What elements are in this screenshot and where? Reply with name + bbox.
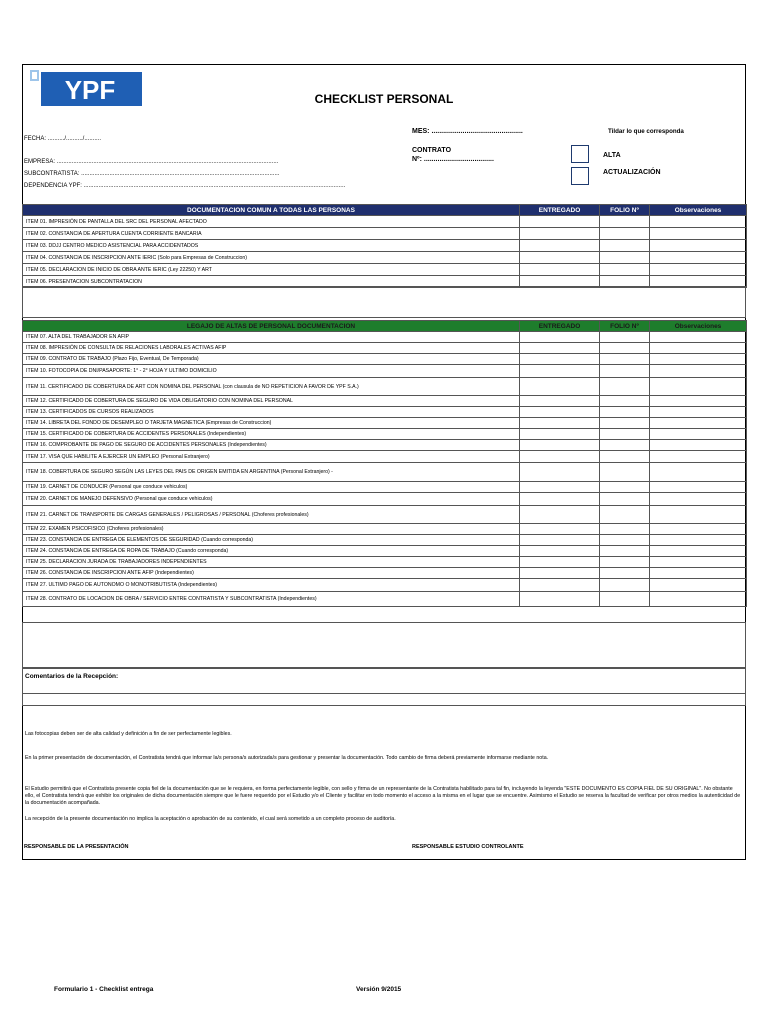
- entregado-cell[interactable]: [520, 332, 600, 343]
- item-label: ITEM 09. CONTRATO DE TRABAJO (Plazo Fijo, Eventual, De Temporada): [23, 354, 520, 365]
- table-row: [23, 579, 747, 592]
- folio-cell[interactable]: [600, 546, 650, 557]
- signature-right: RESPONSABLE ESTUDIO CONTROLANTE: [412, 844, 524, 850]
- item-label: ITEM 27. ULTIMO PAGO DE AUTONOMO O MONOTRIBUTISTA (Independientes): [23, 579, 520, 592]
- folio-cell[interactable]: [600, 493, 650, 506]
- table-row: [23, 396, 747, 407]
- entregado-cell[interactable]: [520, 482, 600, 493]
- item-label: ITEM 24. CONSTANCIA DE ENTREGA DE ROPA DE TRABAJO (Cuando corresponda): [23, 546, 520, 557]
- mes-field[interactable]: MES: ...............................................: [412, 128, 523, 135]
- folio-cell[interactable]: [600, 482, 650, 493]
- table-row: [23, 418, 747, 429]
- table-row: [23, 568, 747, 579]
- spacer-box: [22, 286, 746, 318]
- item-label: ITEM 25. DECLARACION JURADA DE TRABAJADORES INDEPENDIENTES: [23, 557, 520, 568]
- entregado-cell[interactable]: [520, 592, 600, 607]
- item-label: ITEM 28. CONTRATO DE LOCACION DE OBRA / SERVICIO ENTRE CONTRATISTA Y SUBCONTRATISTA (Independientes): [23, 592, 520, 607]
- observaciones-cell[interactable]: [650, 579, 747, 592]
- observaciones-cell[interactable]: [650, 332, 747, 343]
- table-row: [23, 493, 747, 506]
- col-header-folio: FOLIO Nº: [600, 321, 650, 332]
- item-label: ITEM 11. CERTIFICADO DE COBERTURA DE ART CON NOMINA DEL PERSONAL (con clausula de NO REPETICION A FAVOR DE YPF S.A.): [23, 378, 520, 396]
- observaciones-cell[interactable]: [650, 407, 747, 418]
- observaciones-cell[interactable]: [650, 451, 747, 463]
- table-row: [23, 592, 747, 607]
- table-row: [23, 332, 747, 343]
- item-label: ITEM 13. CERTIFICADOS DE CURSOS REALIZADOS: [23, 407, 520, 418]
- alta-label: ALTA: [603, 152, 621, 159]
- entregado-cell[interactable]: [520, 240, 600, 252]
- item-label: ITEM 18. COBERTURA DE SEGURO SEGÚN LAS LEYES DEL PAIS DE ORIGEN EMITIDA EN ARGENTINA (Personal Extranjero) -: [23, 463, 520, 482]
- observaciones-cell[interactable]: [650, 592, 747, 607]
- folio-cell[interactable]: [600, 264, 650, 276]
- empresa-field[interactable]: EMPRESA: .....................................................................................................................................: [24, 159, 279, 165]
- col-header-observaciones: Observaciones: [650, 321, 747, 332]
- item-label: ITEM 03. DDJJ CENTRO MEDICO ASISTENCIAL PARA ACCIDENTADOS: [23, 240, 520, 252]
- observaciones-cell[interactable]: [650, 240, 747, 252]
- observaciones-cell[interactable]: [650, 378, 747, 396]
- common-docs-table: [22, 204, 747, 288]
- table-row: [23, 228, 747, 240]
- table-row: [23, 535, 747, 546]
- item-label: ITEM 23. CONSTANCIA DE ENTREGA DE ELEMENTOS DE SEGURIDAD (Cuando corresponda): [23, 535, 520, 546]
- dependencia-field[interactable]: DEPENDENCIA YPF: .............................................................................................................................................................: [24, 183, 346, 189]
- folio-cell[interactable]: [600, 579, 650, 592]
- entregado-cell[interactable]: [520, 535, 600, 546]
- entregado-cell[interactable]: [520, 524, 600, 535]
- observaciones-cell[interactable]: [650, 429, 747, 440]
- item-label: ITEM 01. IMPRESIÓN DE PANTALLA DEL SRC DEL PERSONAL AFECTADO: [23, 216, 520, 228]
- subcontratista-field[interactable]: SUBCONTRATISTA: .......................................................................................................................: [24, 171, 280, 177]
- folio-cell[interactable]: [600, 463, 650, 482]
- personnel-docs-table: [22, 320, 747, 607]
- table-row: [23, 524, 747, 535]
- table-row: [23, 546, 747, 557]
- table-row: [23, 216, 747, 228]
- entregado-cell[interactable]: [520, 440, 600, 451]
- folio-cell[interactable]: [600, 240, 650, 252]
- item-label: ITEM 06. PRESENTACION SUBCONTRATACION: [23, 276, 520, 288]
- entregado-cell[interactable]: [520, 493, 600, 506]
- comments-box[interactable]: [22, 668, 746, 706]
- entregado-cell[interactable]: [520, 568, 600, 579]
- footer-version: Versión 9/2015: [356, 986, 402, 993]
- table-row: [23, 378, 747, 396]
- item-label: ITEM 12. CERTIFICADO DE COBERTURA DE SEGURO DE VIDA OBLIGATORIO CON NOMINA DEL PERSONAL: [23, 396, 520, 407]
- entregado-cell[interactable]: [520, 396, 600, 407]
- note-3: El Estudio permitirá que el Contratista presente copia fiel de la documentación que se le requiera, en forma perfectamente legible, con sello y firma de un representante de la Contratista habilitado para tal fin, incluyendo la leyenda "ESTE DOCUMENTO ES COPIA FIEL DE SU ORIGINAL". No obstante ello, el Contratista tendrá que exhibir los originales de dicha documentación siempre que le fuere requerido por el Estudio y/o el Cliente y facilitar en todo momento el acceso a la misma en el lugar que se encuentre. Asimismo el Estudio se reserva la facultad de verificar por otros medios la autenticidad de la documentación acompañada.: [25, 786, 741, 806]
- table-row: [23, 365, 747, 378]
- item-label: ITEM 14. LIBRETA DEL FONDO DE DESEMPLEO O TARJETA MAGNETICA (Empresas de Construccion): [23, 418, 520, 429]
- table-row: [23, 463, 747, 482]
- folio-cell[interactable]: [600, 451, 650, 463]
- folio-cell[interactable]: [600, 429, 650, 440]
- col-header-entregado: ENTREGADO: [520, 205, 600, 216]
- observaciones-cell[interactable]: [650, 354, 747, 365]
- observaciones-cell[interactable]: [650, 535, 747, 546]
- table-row: [23, 407, 747, 418]
- observaciones-cell[interactable]: [650, 506, 747, 524]
- observaciones-cell[interactable]: [650, 228, 747, 240]
- entregado-cell[interactable]: [520, 354, 600, 365]
- item-label: ITEM 19. CARNET DE CONDUCIR (Personal que conduce vehiculos): [23, 482, 520, 493]
- table-row: [23, 429, 747, 440]
- observaciones-cell[interactable]: [650, 463, 747, 482]
- entregado-cell[interactable]: [520, 365, 600, 378]
- folio-cell[interactable]: [600, 557, 650, 568]
- observaciones-cell[interactable]: [650, 524, 747, 535]
- item-label: ITEM 26. CONSTANCIA DE INSCRIPCION ANTE AFIP (Independientes): [23, 568, 520, 579]
- col-header-entregado: ENTREGADO: [520, 321, 600, 332]
- item-label: ITEM 07. ALTA DEL TRABAJADOR EN AFIP: [23, 332, 520, 343]
- item-label: ITEM 02. CONSTANCIA DE APERTURA CUENTA CORRIENTE BANCARIA: [23, 228, 520, 240]
- entregado-cell[interactable]: [520, 228, 600, 240]
- item-label: ITEM 04. CONSTANCIA DE INSCRIPCION ANTE IERIC (Solo para Empresas de Construccion): [23, 252, 520, 264]
- col-header-documentacion: DOCUMENTACION COMUN A TODAS LAS PERSONAS: [23, 205, 520, 216]
- observaciones-cell[interactable]: [650, 396, 747, 407]
- footer-form-name: Formulario 1 - Checklist entrega: [54, 986, 154, 993]
- entregado-cell[interactable]: [520, 252, 600, 264]
- folio-cell[interactable]: [600, 524, 650, 535]
- folio-cell[interactable]: [600, 216, 650, 228]
- entregado-cell[interactable]: [520, 451, 600, 463]
- observaciones-cell[interactable]: [650, 365, 747, 378]
- folio-cell[interactable]: [600, 535, 650, 546]
- page-title: CHECKLIST PERSONAL: [314, 92, 454, 106]
- observaciones-cell[interactable]: [650, 343, 747, 354]
- note-4: La recepción de la presente documentación no implica la aceptación o aprobación de su contenido, el cual será sometido a un completo proceso de auditoría.: [25, 816, 396, 822]
- fecha-field[interactable]: FECHA: ........../........../..........: [24, 136, 102, 142]
- item-label: ITEM 15. CERTIFICADO DE COBERTURA DE ACCIDENTES PERSONALES (Independientes): [23, 429, 520, 440]
- table-row: [23, 557, 747, 568]
- contrato-label: CONTRATO: [412, 147, 452, 154]
- col-header-folio: FOLIO Nº: [600, 205, 650, 216]
- folio-cell[interactable]: [600, 365, 650, 378]
- folio-cell[interactable]: [600, 228, 650, 240]
- folio-cell[interactable]: [600, 506, 650, 524]
- entregado-cell[interactable]: [520, 557, 600, 568]
- numero-field[interactable]: Nº: ....................................: [412, 156, 494, 163]
- entregado-cell[interactable]: [520, 407, 600, 418]
- folio-cell[interactable]: [600, 440, 650, 451]
- observaciones-cell[interactable]: [650, 440, 747, 451]
- table-row: [23, 240, 747, 252]
- observaciones-cell[interactable]: [650, 493, 747, 506]
- folio-cell[interactable]: [600, 252, 650, 264]
- entregado-cell[interactable]: [520, 378, 600, 396]
- observaciones-cell[interactable]: [650, 418, 747, 429]
- folio-cell[interactable]: [600, 418, 650, 429]
- table-row: [23, 451, 747, 463]
- folio-cell[interactable]: [600, 407, 650, 418]
- table-row: [23, 264, 747, 276]
- item-label: ITEM 21. CARNET DE TRANSPORTE DE CARGAS GENERALES / PELIGROSAS / PERSONAL (Choferes profesionales): [23, 506, 520, 524]
- table-row: [23, 506, 747, 524]
- folio-cell[interactable]: [600, 343, 650, 354]
- item-label: ITEM 10. FOTOCOPIA DE DNI/PASAPORTE: 1° - 2° HOJA Y ULTIMO DOMICILIO: [23, 365, 520, 378]
- item-label: ITEM 22. EXAMEN PSICOFISICO (Choferes profesionales): [23, 524, 520, 535]
- signature-left: RESPONSABLE DE LA PRESENTACIÓN: [24, 844, 129, 850]
- folio-cell[interactable]: [600, 332, 650, 343]
- table-row: [23, 252, 747, 264]
- alta-checkbox[interactable]: [571, 145, 589, 163]
- tildar-label: Tildar lo que corresponda: [608, 128, 684, 135]
- entregado-cell[interactable]: [520, 546, 600, 557]
- observaciones-cell[interactable]: [650, 557, 747, 568]
- svg-text:YPF: YPF: [64, 75, 116, 105]
- item-label: ITEM 08. IMPRESIÓN DE CONSULTA DE RELACIONES LABORALES ACTIVAS AFIP: [23, 343, 520, 354]
- entregado-cell[interactable]: [520, 506, 600, 524]
- entregado-cell[interactable]: [520, 579, 600, 592]
- actualizacion-label: ACTUALIZACIÓN: [603, 169, 661, 176]
- table-row: [23, 354, 747, 365]
- item-label: ITEM 05. DECLARACION DE INICIO DE OBRA ANTE IERIC (Ley 22250) Y ART: [23, 264, 520, 276]
- actualizacion-checkbox[interactable]: [571, 167, 589, 185]
- folio-cell[interactable]: [600, 396, 650, 407]
- entregado-cell[interactable]: [520, 343, 600, 354]
- entregado-cell[interactable]: [520, 264, 600, 276]
- observaciones-cell[interactable]: [650, 482, 747, 493]
- item-label: ITEM 20. CARNET DE MANEJO DEFENSIVO (Personal que conduce vehiculos): [23, 493, 520, 506]
- entregado-cell[interactable]: [520, 418, 600, 429]
- folio-cell[interactable]: [600, 354, 650, 365]
- folio-cell[interactable]: [600, 568, 650, 579]
- observaciones-cell[interactable]: [650, 216, 747, 228]
- entregado-cell[interactable]: [520, 216, 600, 228]
- observaciones-cell[interactable]: [650, 568, 747, 579]
- folio-cell[interactable]: [600, 378, 650, 396]
- table-row: [23, 482, 747, 493]
- table-row: [23, 343, 747, 354]
- item-label: ITEM 16. COMPROBANTE DE PAGO DE SEGURO DE ACCIDENTES PERSONALES (Independientes): [23, 440, 520, 451]
- note-1: Las fotocopias deben ser de alta calidad y definición a fin de ser perfectamente legibles.: [25, 731, 232, 737]
- observaciones-cell[interactable]: [650, 546, 747, 557]
- col-header-legajo: LEGAJO DE ALTAS DE PERSONAL DOCUMENTACION: [23, 321, 520, 332]
- col-header-observaciones: Observaciones: [650, 205, 747, 216]
- observaciones-cell[interactable]: [650, 252, 747, 264]
- entregado-cell[interactable]: [520, 429, 600, 440]
- note-2: En la primer presentación de documentación, el Contratista tendrá que informar la/s persona/s autorizada/s para gestionar y presentar la documentación. Todo cambio de firma deberá previamente informarse mediante nota.: [25, 755, 549, 761]
- table-row: [23, 440, 747, 451]
- comments-label: Comentarios de la Recepción:: [25, 673, 119, 680]
- item-label: ITEM 17. VISA QUE HABILITE A EJERCER UN EMPLEO (Personal Extranjero): [23, 451, 520, 463]
- spacer-box: [22, 622, 746, 668]
- entregado-cell[interactable]: [520, 463, 600, 482]
- observaciones-cell[interactable]: [650, 264, 747, 276]
- folio-cell[interactable]: [600, 592, 650, 607]
